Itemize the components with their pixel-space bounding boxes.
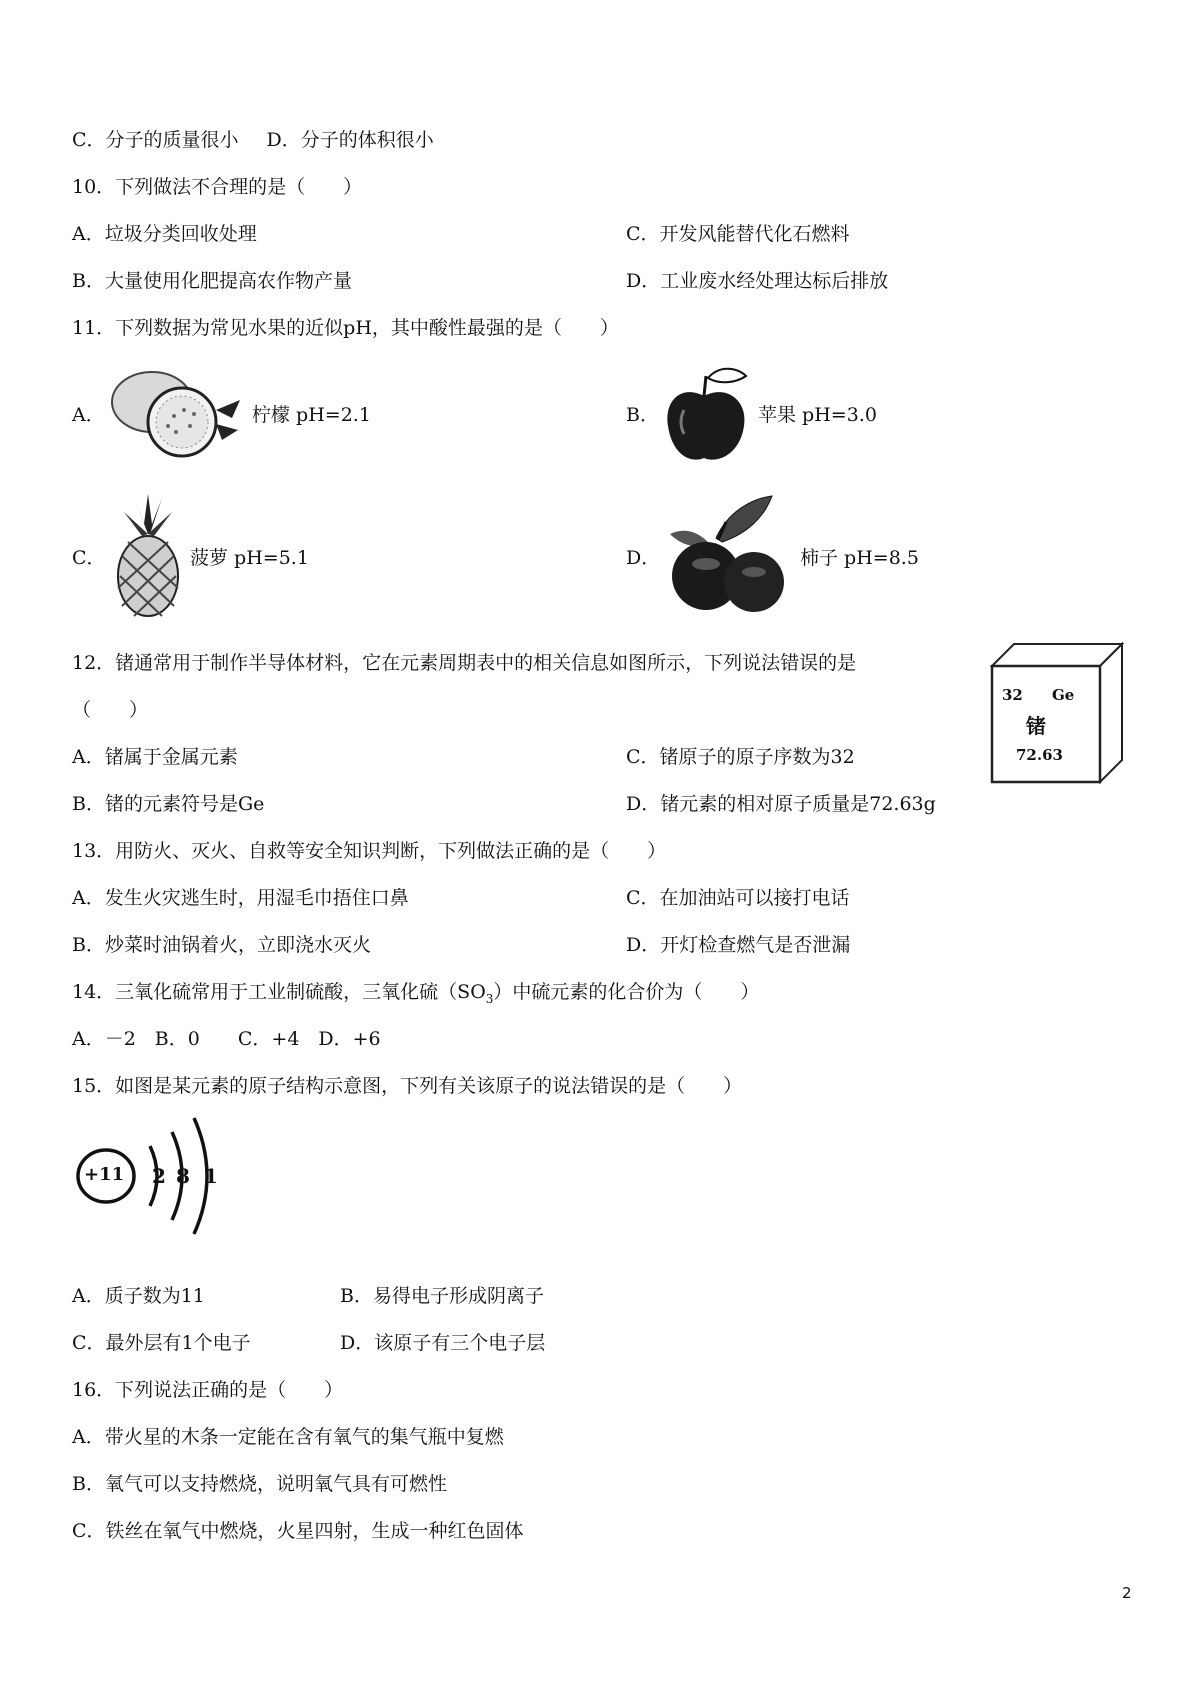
q10-option-b: B．大量使用化肥提高农作物产量	[72, 270, 352, 292]
q13-option-a: A．发生火灾逃生时，用湿毛巾捂住口鼻	[72, 887, 409, 909]
q9-option-c: C．分子的质量很小	[72, 129, 239, 151]
q13-option-b: B．炒菜时油锅着火，立即浇水灭火	[72, 934, 371, 956]
q15-option-d: D．该原子有三个电子层	[340, 1332, 546, 1354]
q16-option-b: B．氧气可以支持燃烧，说明氧气具有可燃性	[72, 1473, 447, 1495]
q11-option-a-letter: A．	[72, 404, 105, 426]
persimmon-image	[660, 494, 794, 618]
q15-stem: 15．如图是某元素的原子结构示意图，下列有关该原子的说法错误的是（ ）	[72, 1075, 743, 1097]
shell-3-electrons: 1	[204, 1164, 218, 1188]
q14-stem-post: ）中硫元素的化合价为（ ）	[493, 981, 760, 1003]
q11-option-b-letter: B．	[626, 404, 659, 426]
germanium-element-cell	[990, 642, 1124, 784]
element-symbol: Ge	[1052, 686, 1075, 704]
element-atomic-number: 32	[1002, 686, 1023, 704]
q14-stem-subscript: 3	[485, 991, 494, 1006]
q14-stem	[72, 980, 759, 1011]
q16-stem: 16．下列说法正确的是（ ）	[72, 1379, 344, 1401]
q9-option-d: D．分子的体积很小	[266, 129, 434, 151]
q15-option-b: B．易得电子形成阴离子	[340, 1285, 544, 1307]
element-name: 锗	[1026, 714, 1046, 738]
q12-option-d: D．锗元素的相对原子质量是72.63g	[626, 793, 936, 815]
q11-option-c-text: 菠萝 pH=5.1	[190, 547, 309, 569]
atomic-structure-diagram	[72, 1110, 232, 1238]
q10-option-d: D．工业废水经处理达标后排放	[626, 270, 889, 292]
shell-2-electrons: 8	[176, 1164, 190, 1188]
q10-option-a: A．垃圾分类回收处理	[72, 223, 257, 245]
q12-stem-paren: （ ）	[72, 699, 149, 721]
page-number: 2	[1122, 1584, 1132, 1602]
q11-stem: 11．下列数据为常见水果的近似pH，其中酸性最强的是（ ）	[72, 317, 619, 339]
q11-option-c-letter: C．	[72, 547, 106, 569]
q12-stem: 12．锗通常用于制作半导体材料，它在元素周期表中的相关信息如图所示，下列说法错误的是	[72, 652, 857, 674]
element-atomic-mass: 72.63	[1016, 746, 1063, 764]
q13-option-d: D．开灯检查燃气是否泄漏	[626, 934, 851, 956]
shell-1-electrons: 2	[152, 1164, 166, 1188]
q10-stem: 10．下列做法不合理的是（ ）	[72, 176, 363, 198]
q14-stem-pre: 14．三氧化硫常用于工业制硫酸，三氧化硫（SO	[72, 981, 486, 1003]
q16-option-c: C．铁丝在氧气中燃烧，火星四射，生成一种红色固体	[72, 1520, 524, 1542]
q14-options: A．－2 B．0 C．+4 D．+6	[72, 1028, 381, 1050]
q13-stem: 13．用防火、灭火、自救等安全知识判断，下列做法正确的是（ ）	[72, 840, 667, 862]
q9-options	[72, 128, 434, 152]
q16-option-a: A．带火星的木条一定能在含有氧气的集气瓶中复燃	[72, 1426, 504, 1448]
q12-option-c: C．锗原子的原子序数为32	[626, 746, 855, 768]
q11-option-d-text: 柿子 pH=8.5	[800, 547, 919, 569]
q15-option-a: A．质子数为11	[72, 1285, 205, 1307]
q11-option-b-text: 苹果 pH=3.0	[758, 404, 877, 426]
lemon-image	[104, 360, 252, 468]
q11-option-a-text: 柠檬 pH=2.1	[252, 404, 371, 426]
q11-option-d-letter: D．	[626, 547, 661, 569]
nucleus-charge: +11	[84, 1164, 125, 1185]
pineapple-image	[110, 494, 186, 618]
q12-option-a: A．锗属于金属元素	[72, 746, 238, 768]
apple-image	[660, 362, 752, 470]
q15-option-c: C．最外层有1个电子	[72, 1332, 251, 1354]
q12-option-b: B．锗的元素符号是Ge	[72, 793, 265, 815]
q13-option-c: C．在加油站可以接打电话	[626, 887, 850, 909]
q10-option-c: C．开发风能替代化石燃料	[626, 223, 850, 245]
